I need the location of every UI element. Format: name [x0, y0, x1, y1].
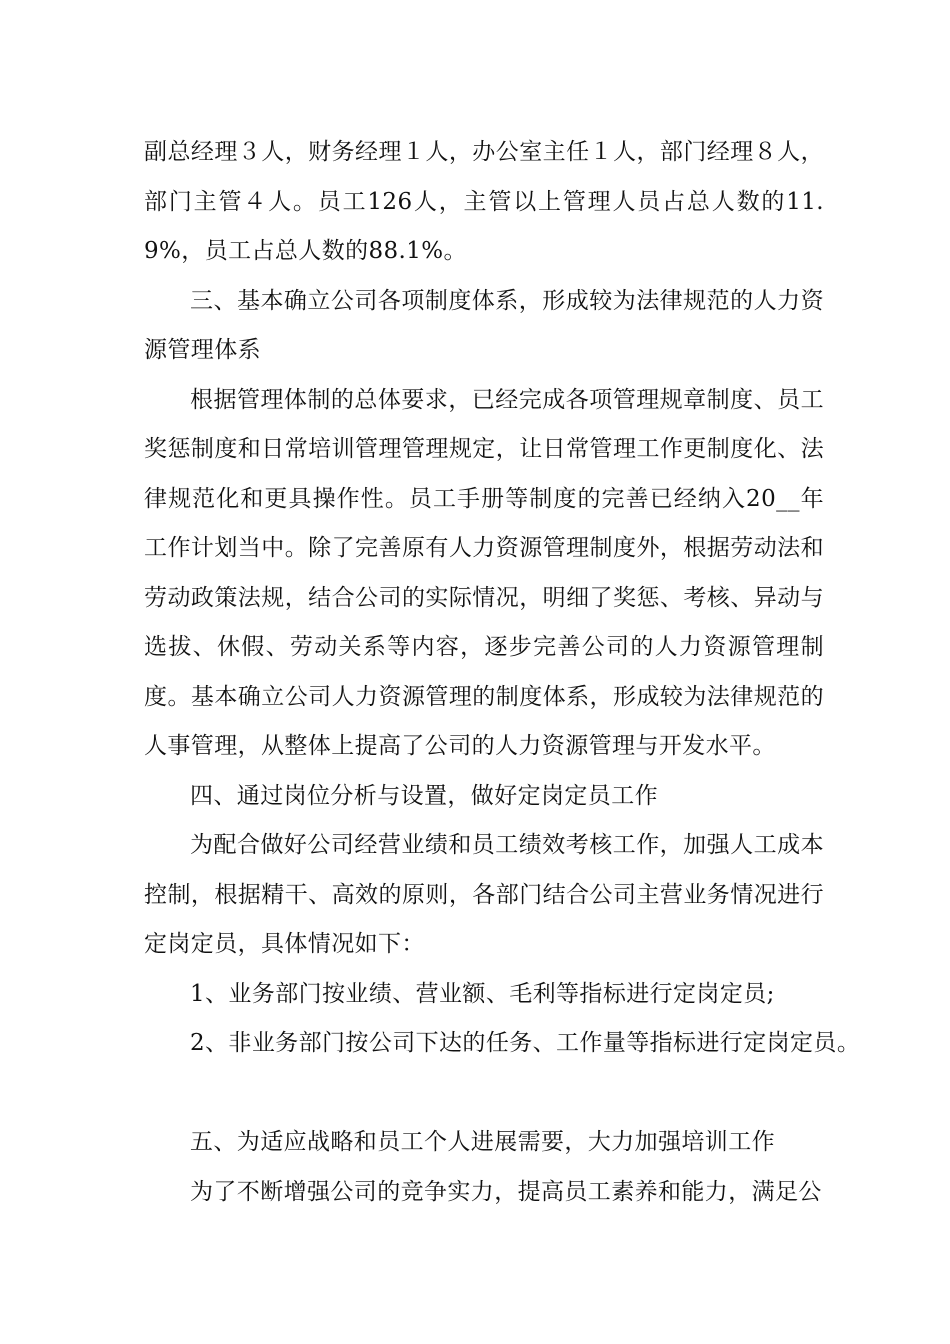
section-heading-5: 五、为适应战略和员工个人进展需要，大力加强培训工作 — [190, 1129, 775, 1155]
list-item-non-business-departments: 2、非业务部门按公司下达的任务、工作量等指标进行定岗定员。 — [190, 1030, 861, 1056]
blank-line — [144, 1069, 824, 1119]
paragraph-training: 为了不断增强公司的竞争实力，提高员工素养和能力，满足公 — [190, 1178, 822, 1205]
section-heading-3: 三、基本确立公司各项制度体系，形成较为法律规范的人力资源管理体系 — [144, 287, 824, 363]
document-body — [144, 128, 861, 1217]
paragraph-staff-composition: 副总经理３人，财务经理１人，办公室主任１人，部门经理８人，部门主管４人。员工126人，主管以上管理人员占总人数的11.9%，员工占总人数的88.1%。 — [144, 139, 824, 264]
paragraph-staffing-plan: 为配合做好公司经营业绩和员工绩效考核工作，加强人工成本控制，根据精干、高效的原则，各部门结合公司主营业务情况进行定岗定员，具体情况如下： — [144, 832, 824, 957]
section-heading-4: 四、通过岗位分析与设置，做好定岗定员工作 — [190, 782, 658, 809]
list-item-business-departments: 1、业务部门按业绩、营业额、毛利等指标进行定岗定员; — [190, 980, 775, 1007]
paragraph-system-establishment: 根据管理体制的总体要求，已经完成各项管理规章制度、员工奖惩制度和日常培训管理管理规定，让日常管理工作更制度化、法律规范化和更具操作性。员工手册等制度的完善已经纳入20__年工作计划当中。除了完善原有人力资源管理制度外，根据劳动法和劳动政策法规，结合公司的实际情况，明细了奖惩、考核、异动与选拔、休假、劳动关系等内容，逐步完善公司的人力资源管理制度。基本确立公司人力资源管理的制度体系，形成较为法律规范的人事管理，从整体上提高了公司的人力资源管理与开发水平。 — [144, 386, 824, 759]
